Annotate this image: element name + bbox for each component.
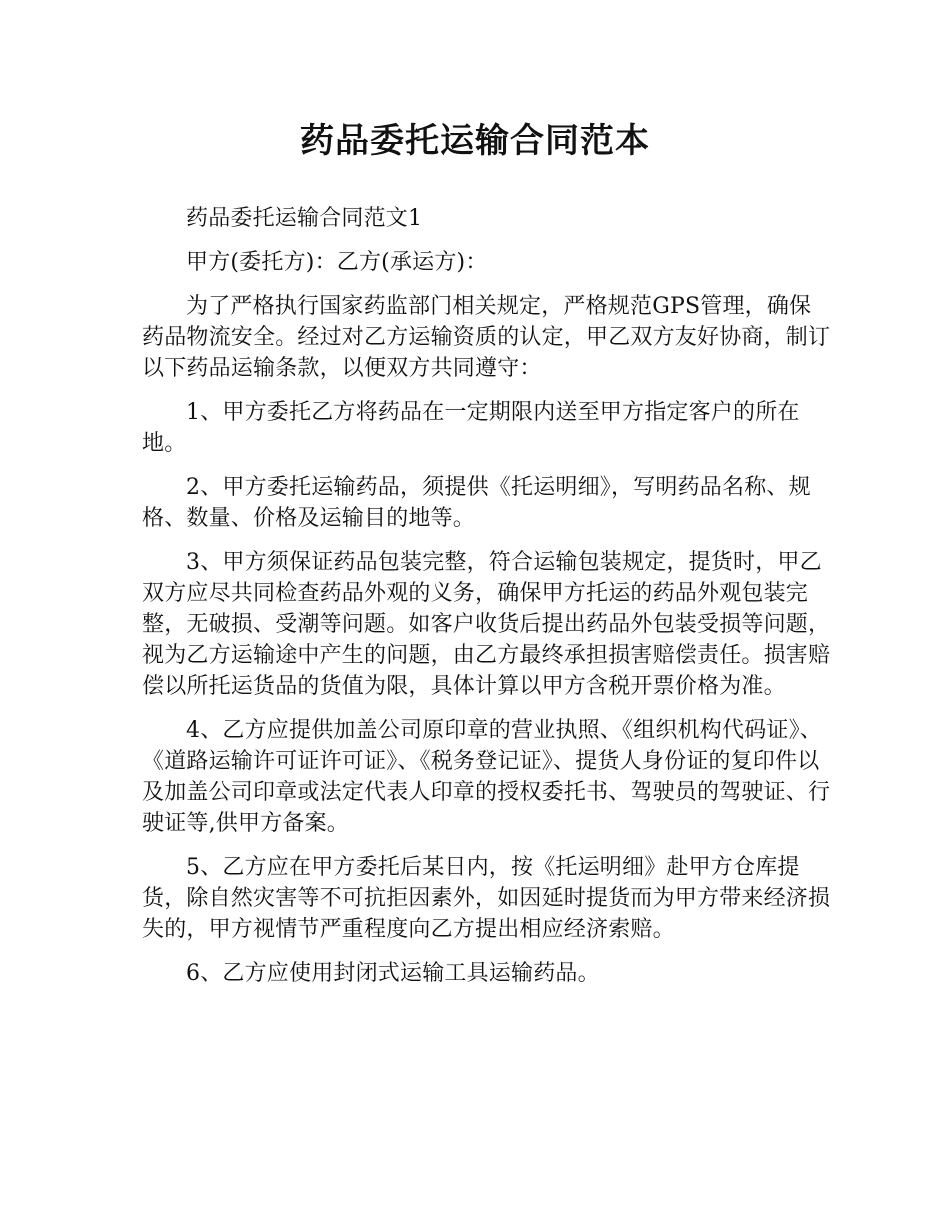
document-body	[142, 203, 832, 1002]
clause-2-paragraph: 2、甲方委托运输药品，须提供《托运明细》，写明药品名称、规格、数量、价格及运输目的地等。	[142, 475, 811, 531]
clause-6-paragraph: 6、乙方应使用封闭式运输工具运输药品。	[186, 961, 600, 986]
preamble-paragraph: 为了严格执行国家药监部门相关规定，严格规范GPS管理，确保药品物流安全。经过对乙方运输资质的认定，甲乙双方友好协商，制订以下药品运输条款，以便双方共同遵守：	[142, 294, 831, 381]
clause-1-paragraph: 1、甲方委托乙方将药品在一定期限内送至甲方指定客户的所在地。	[142, 400, 800, 456]
document-title: 药品委托运输合同范本	[300, 121, 650, 161]
subtitle-paragraph: 药品委托运输合同范文1	[186, 206, 423, 231]
clause-3-paragraph: 3、甲方须保证药品包装完整，符合运输包装规定，提货时，甲乙双方应尽共同检查药品外观的义务，确保甲方托运的药品外观包装完整，无破损、受潮等问题。如客户收货后提出药品外包装受损等问题，视为乙方运输途中产生的问题，由乙方最终承担损害赔偿责任。损害赔偿以所托运货品的货值为限，具体计算以甲方含税开票价格为准。	[142, 550, 831, 699]
clause-5-paragraph: 5、乙方应在甲方委托后某日内，按《托运明细》赴甲方仓库提货，除自然灾害等不可抗拒因素外，如因延时提货而为甲方带来经济损失的，甲方视情节严重程度向乙方提出相应经济索赔。	[142, 855, 831, 942]
parties-paragraph: 甲方(委托方)：乙方(承运方)：	[186, 250, 488, 275]
clause-4-paragraph: 4、乙方应提供加盖公司原印章的营业执照、《组织机构代码证》、《道路运输许可证许可证》、《税务登记证》、提货人身份证的复印件以及加盖公司印章或法定代表人印章的授权委托书、驾驶员的驾驶证、行驶证等,供甲方备案。	[142, 718, 831, 836]
